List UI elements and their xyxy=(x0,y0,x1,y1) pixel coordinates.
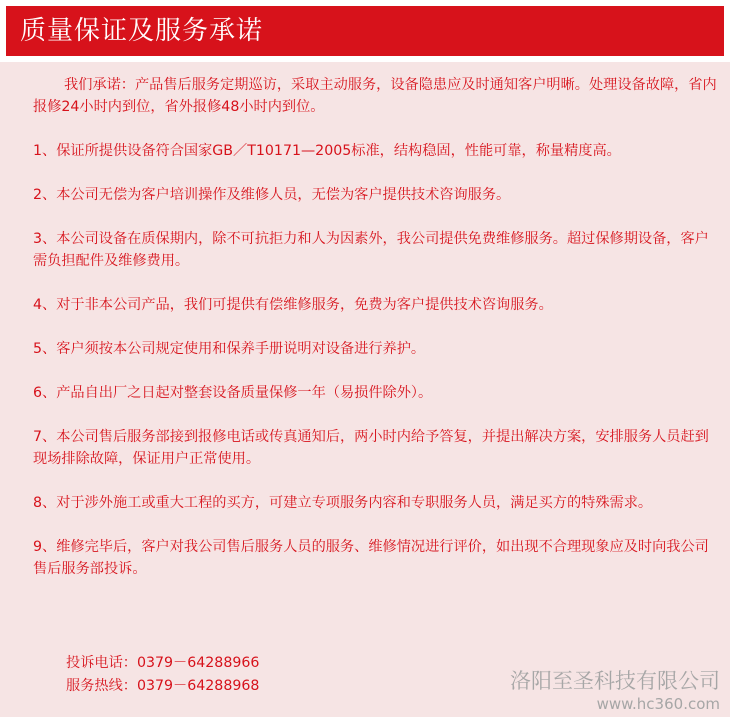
commitment-item-7: 7、本公司售后服务部接到报修电话或传真通知后，两小时内给予答复，并提出解决方案，安排服务人员赶到现场排除故障，保证用户正常使用。 xyxy=(33,429,709,467)
commitment-item-2: 2、本公司无偿为客户培训操作及维修人员，无偿为客户提供技术咨询服务。 xyxy=(33,187,511,203)
commitment-item-6: 6、产品自出厂之日起对整套设备质量保修一年（易损件除外）。 xyxy=(33,385,433,401)
complaint-phone: 投诉电话：0379－64288966 xyxy=(66,655,260,671)
commitment-content xyxy=(33,74,723,602)
commitment-item-5: 5、客户须按本公司规定使用和保养手册说明对设备进行养护。 xyxy=(33,341,426,357)
commitment-item-3: 3、本公司设备在质保期内，除不可抗拒力和人为因素外，我公司提供免费维修服务。超过保修期设备，客户需负担配件及维修费用。 xyxy=(33,231,709,269)
service-hotline: 服务热线：0379－64288968 xyxy=(66,678,260,694)
commitment-item-9: 9、维修完毕后，客户对我公司售后服务人员的服务、维修情况进行评价，如出现不合理现象应及时向我公司售后服务部投诉。 xyxy=(33,539,709,577)
company-watermark: 洛阳至圣科技有限公司 xyxy=(510,669,720,693)
commitment-item-8: 8、对于涉外施工或重大工程的买方，可建立专项服务内容和专职服务人员，满足买方的特殊需求。 xyxy=(33,495,653,511)
intro-paragraph: 我们承诺：产品售后服务定期巡访，采取主动服务，设备隐患应及时通知客户明晰。处理设备故障，省内报修24小时内到位，省外报修48小时内到位。 xyxy=(33,77,717,115)
commitment-item-1: 1、保证所提供设备符合国家GB／T10171—2005标准，结构稳固，性能可靠，称量精度高。 xyxy=(33,143,621,159)
page-title: 质量保证及服务承诺 xyxy=(20,16,264,46)
contact-info xyxy=(66,652,259,698)
title-bar xyxy=(6,6,724,56)
header xyxy=(0,0,730,62)
commitment-item-4: 4、对于非本公司产品，我们可提供有偿维修服务，免费为客户提供技术咨询服务。 xyxy=(33,297,553,313)
website-watermark: www.hc360.com xyxy=(596,695,720,713)
